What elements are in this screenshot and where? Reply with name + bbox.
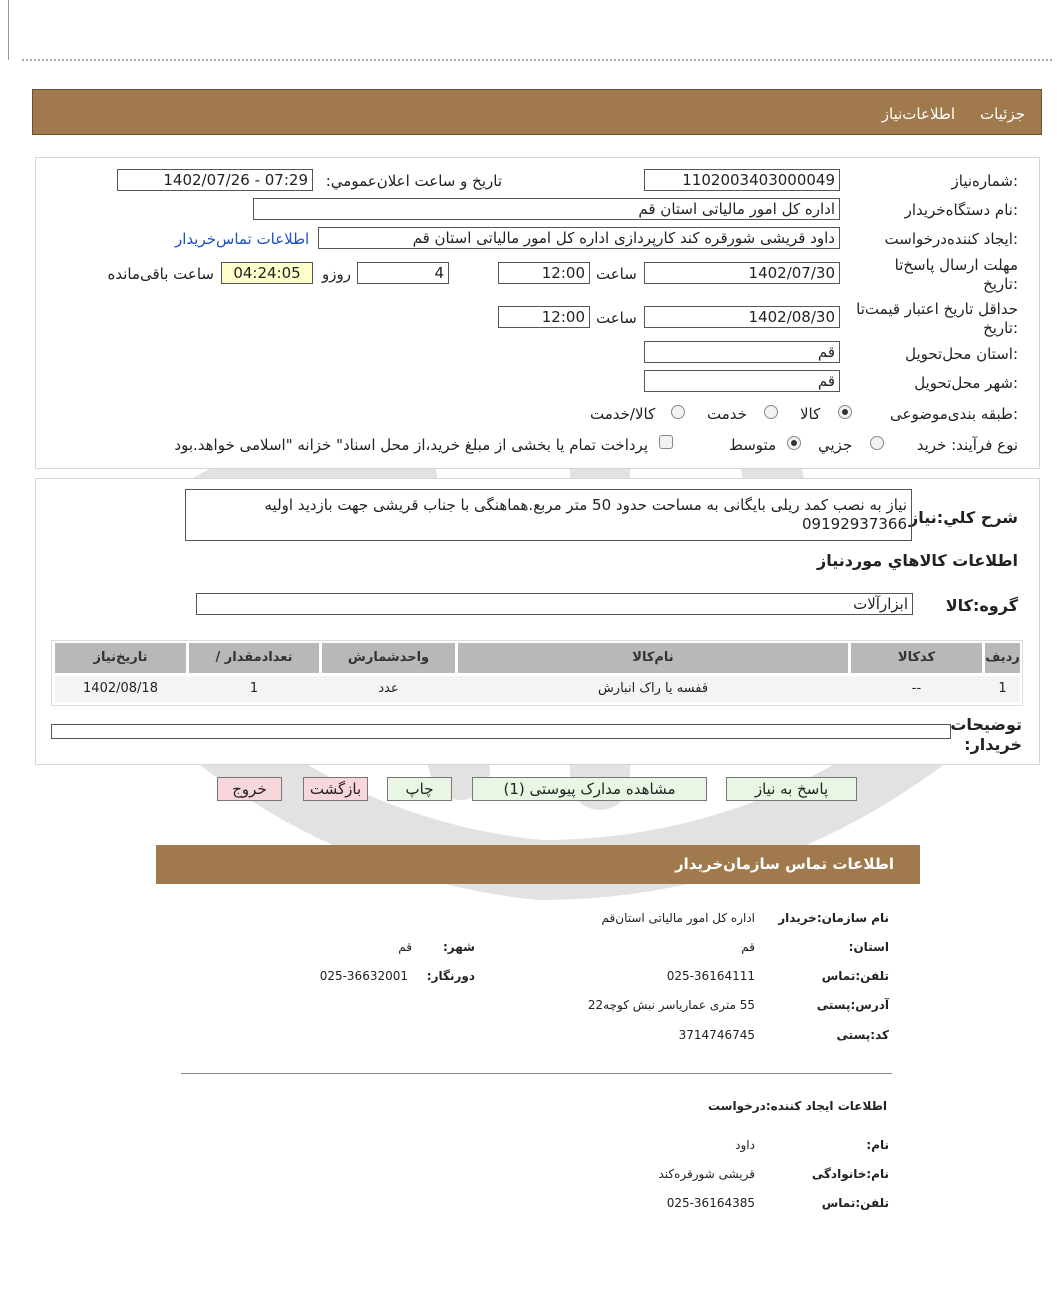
creator-phone-value: 025-36164385	[666, 1196, 755, 1210]
reply-to-need-button[interactable]: پاسخ به نیاز	[726, 777, 857, 801]
category-goods-radio[interactable]	[838, 405, 852, 419]
days-label: روزو	[322, 265, 351, 283]
page-frame-line	[8, 0, 9, 60]
days-remaining-field: 4	[357, 262, 449, 284]
city-label: شهر محل‌تحویل:	[914, 374, 1018, 392]
buyer-contact-link[interactable]: اطلاعات تماس‌خریدار	[175, 230, 310, 248]
back-button[interactable]: بازگشت	[303, 777, 368, 801]
process-label: نوع فرآیند: خرید	[916, 436, 1018, 454]
tab-need-info[interactable]: اطلاعات‌نیاز	[881, 105, 955, 123]
view-attachments-button[interactable]: مشاهده مدارک پیوستی (1)	[472, 777, 707, 801]
cell-quantity: 1	[249, 681, 259, 696]
contact-fax-value: 025-36632001	[319, 969, 408, 983]
summary-label: شرح کلي:نیاز	[909, 508, 1018, 527]
contact-phone-label: تلفن:تماس	[821, 969, 889, 983]
cell-need-date: 1402/08/18	[83, 681, 158, 696]
contact-divider	[181, 1073, 892, 1074]
creator-phone-label: تلفن:تماس	[821, 1196, 889, 1210]
exit-button[interactable]: خروج	[217, 777, 282, 801]
creator-last-name-label: نام:خانوادگی	[811, 1167, 889, 1181]
creator-first-name-value: داود	[735, 1138, 755, 1152]
need-number-label: شماره‌نیاز:	[951, 172, 1018, 190]
th-goods-code: کدکالا	[851, 643, 982, 673]
category-goods-service-label: کالا/خدمت	[590, 405, 656, 423]
category-service-radio[interactable]	[764, 405, 778, 419]
creator-section-title: اطلاعات ایجاد کننده:درخواست	[707, 1099, 887, 1113]
buyer-notes-label-line2: :خریدار	[964, 735, 1022, 754]
need-number-field: 1102003403000049	[644, 169, 840, 191]
contact-province-value: قم	[741, 940, 755, 954]
process-partial-radio[interactable]	[870, 436, 884, 450]
goods-group-label: گروه:کالا	[945, 596, 1018, 615]
process-medium-radio[interactable]	[787, 436, 801, 450]
validity-label-line1: حداقل تاریخ اعتبار قیمت‌تا	[856, 300, 1018, 318]
deadline-time-label: ساعت	[596, 265, 637, 283]
contact-postal-value: 3714746745	[678, 1028, 755, 1042]
goods-group-field: ابزارآلات	[196, 593, 913, 615]
th-goods-name: نام‌کالا	[458, 643, 848, 673]
buyer-notes-box	[51, 724, 951, 739]
dotted-separator	[22, 59, 1052, 61]
contact-address-label: آدرس:پستی	[816, 998, 889, 1012]
creator-last-name-value: قریشی شورقره‌کند	[658, 1167, 755, 1181]
cell-row-number: 1	[998, 681, 1007, 696]
province-label: استان محل‌تحویل:	[905, 345, 1018, 363]
th-quantity: تعدادمقدار /	[189, 643, 319, 673]
contact-city-label: شهر:	[443, 940, 475, 954]
validity-time-field: 12:00	[498, 306, 590, 328]
th-row-number: ردیف	[985, 643, 1020, 673]
contact-phone-value: 025-36164111	[666, 969, 755, 983]
buyer-org-label: نام دستگاه‌خریدار:	[904, 201, 1018, 219]
buyer-contact-title: اطلاعات تماس سازمان‌خریدار	[674, 855, 894, 873]
validity-label-line2: تاریخ:	[983, 319, 1018, 337]
treasury-payment-checkbox[interactable]	[659, 435, 673, 449]
process-medium-label: متوسط	[729, 436, 777, 454]
city-field: قم	[644, 370, 840, 392]
province-field: قم	[644, 341, 840, 363]
buyer-notes-label-line1: توضیحات	[950, 715, 1022, 734]
cell-unit: عدد	[378, 681, 399, 696]
deadline-date-field: 1402/07/30	[644, 262, 840, 284]
cell-goods-code: --	[911, 681, 922, 696]
th-unit: واحدشمارش	[322, 643, 455, 673]
announce-date-field: 1402/07/26 - 07:29	[117, 169, 313, 191]
buyer-contact-header-bar	[156, 845, 920, 884]
creator-first-name-label: نام:	[866, 1138, 889, 1152]
creator-field: داود قریشی شورقره کند کارپردازی اداره کل امور مالیاتی استان قم	[318, 227, 840, 249]
contact-fax-label: دورنگار:	[426, 969, 475, 983]
th-need-date: تاریخ‌نیاز	[55, 643, 186, 673]
print-button[interactable]: چاپ	[387, 777, 452, 801]
treasury-payment-label: پرداخت تمام یا بخشی از مبلغ خرید،از محل اسناد" خزانه "اسلامی خواهد.بود	[174, 436, 648, 454]
announce-label: تاریخ و ساعت اعلان‌عمومي:	[325, 172, 502, 190]
contact-province-label: استان:	[848, 940, 889, 954]
goods-info-title: اطلاعات کالاهاي موردنیاز	[817, 551, 1018, 570]
summary-text-box: نیاز به نصب کمد ریلی بایگانی به مساحت حدود 50 متر مربع.هماهنگی با جناب قریشی جهت بازدید اولیه 09192937366	[185, 489, 912, 541]
validity-date-field: 1402/08/30	[644, 306, 840, 328]
buyer-org-field: اداره کل امور مالیاتی استان قم	[253, 198, 840, 220]
process-partial-label: جزیي	[818, 436, 853, 454]
contact-postal-label: کد:پستی	[836, 1028, 889, 1042]
org-name-label: نام سازمان:خریدار	[778, 911, 889, 925]
contact-address-value: 55 متری عمار‌یاسر نبش کوچه22	[587, 998, 755, 1012]
validity-time-label: ساعت	[596, 309, 637, 327]
deadline-time-field: 12:00	[498, 262, 590, 284]
category-service-label: خدمت	[707, 405, 747, 423]
contact-city-value: قم	[398, 940, 412, 954]
deadline-label-line1: مهلت ارسال پاسخ‌تا	[894, 256, 1018, 274]
category-label: طبقه بندی‌موضوعی:	[890, 405, 1018, 423]
cell-goods-name: قفسه یا راک انبارش	[597, 681, 709, 696]
org-name-value: اداره کل امور مالیاتی استان‌قم	[601, 911, 755, 925]
tab-details[interactable]: جزئیات	[980, 105, 1025, 123]
category-goods-label: کالا	[800, 405, 821, 423]
category-goods-service-radio[interactable]	[671, 405, 685, 419]
remaining-label: ساعت باقی‌مانده	[107, 265, 214, 283]
creator-label: ایجاد کننده‌درخواست:	[884, 230, 1018, 248]
page-header-bar	[32, 89, 1042, 135]
remaining-time-field: 04:24:05	[221, 262, 313, 284]
deadline-label-line2: تاریخ:	[983, 275, 1018, 293]
